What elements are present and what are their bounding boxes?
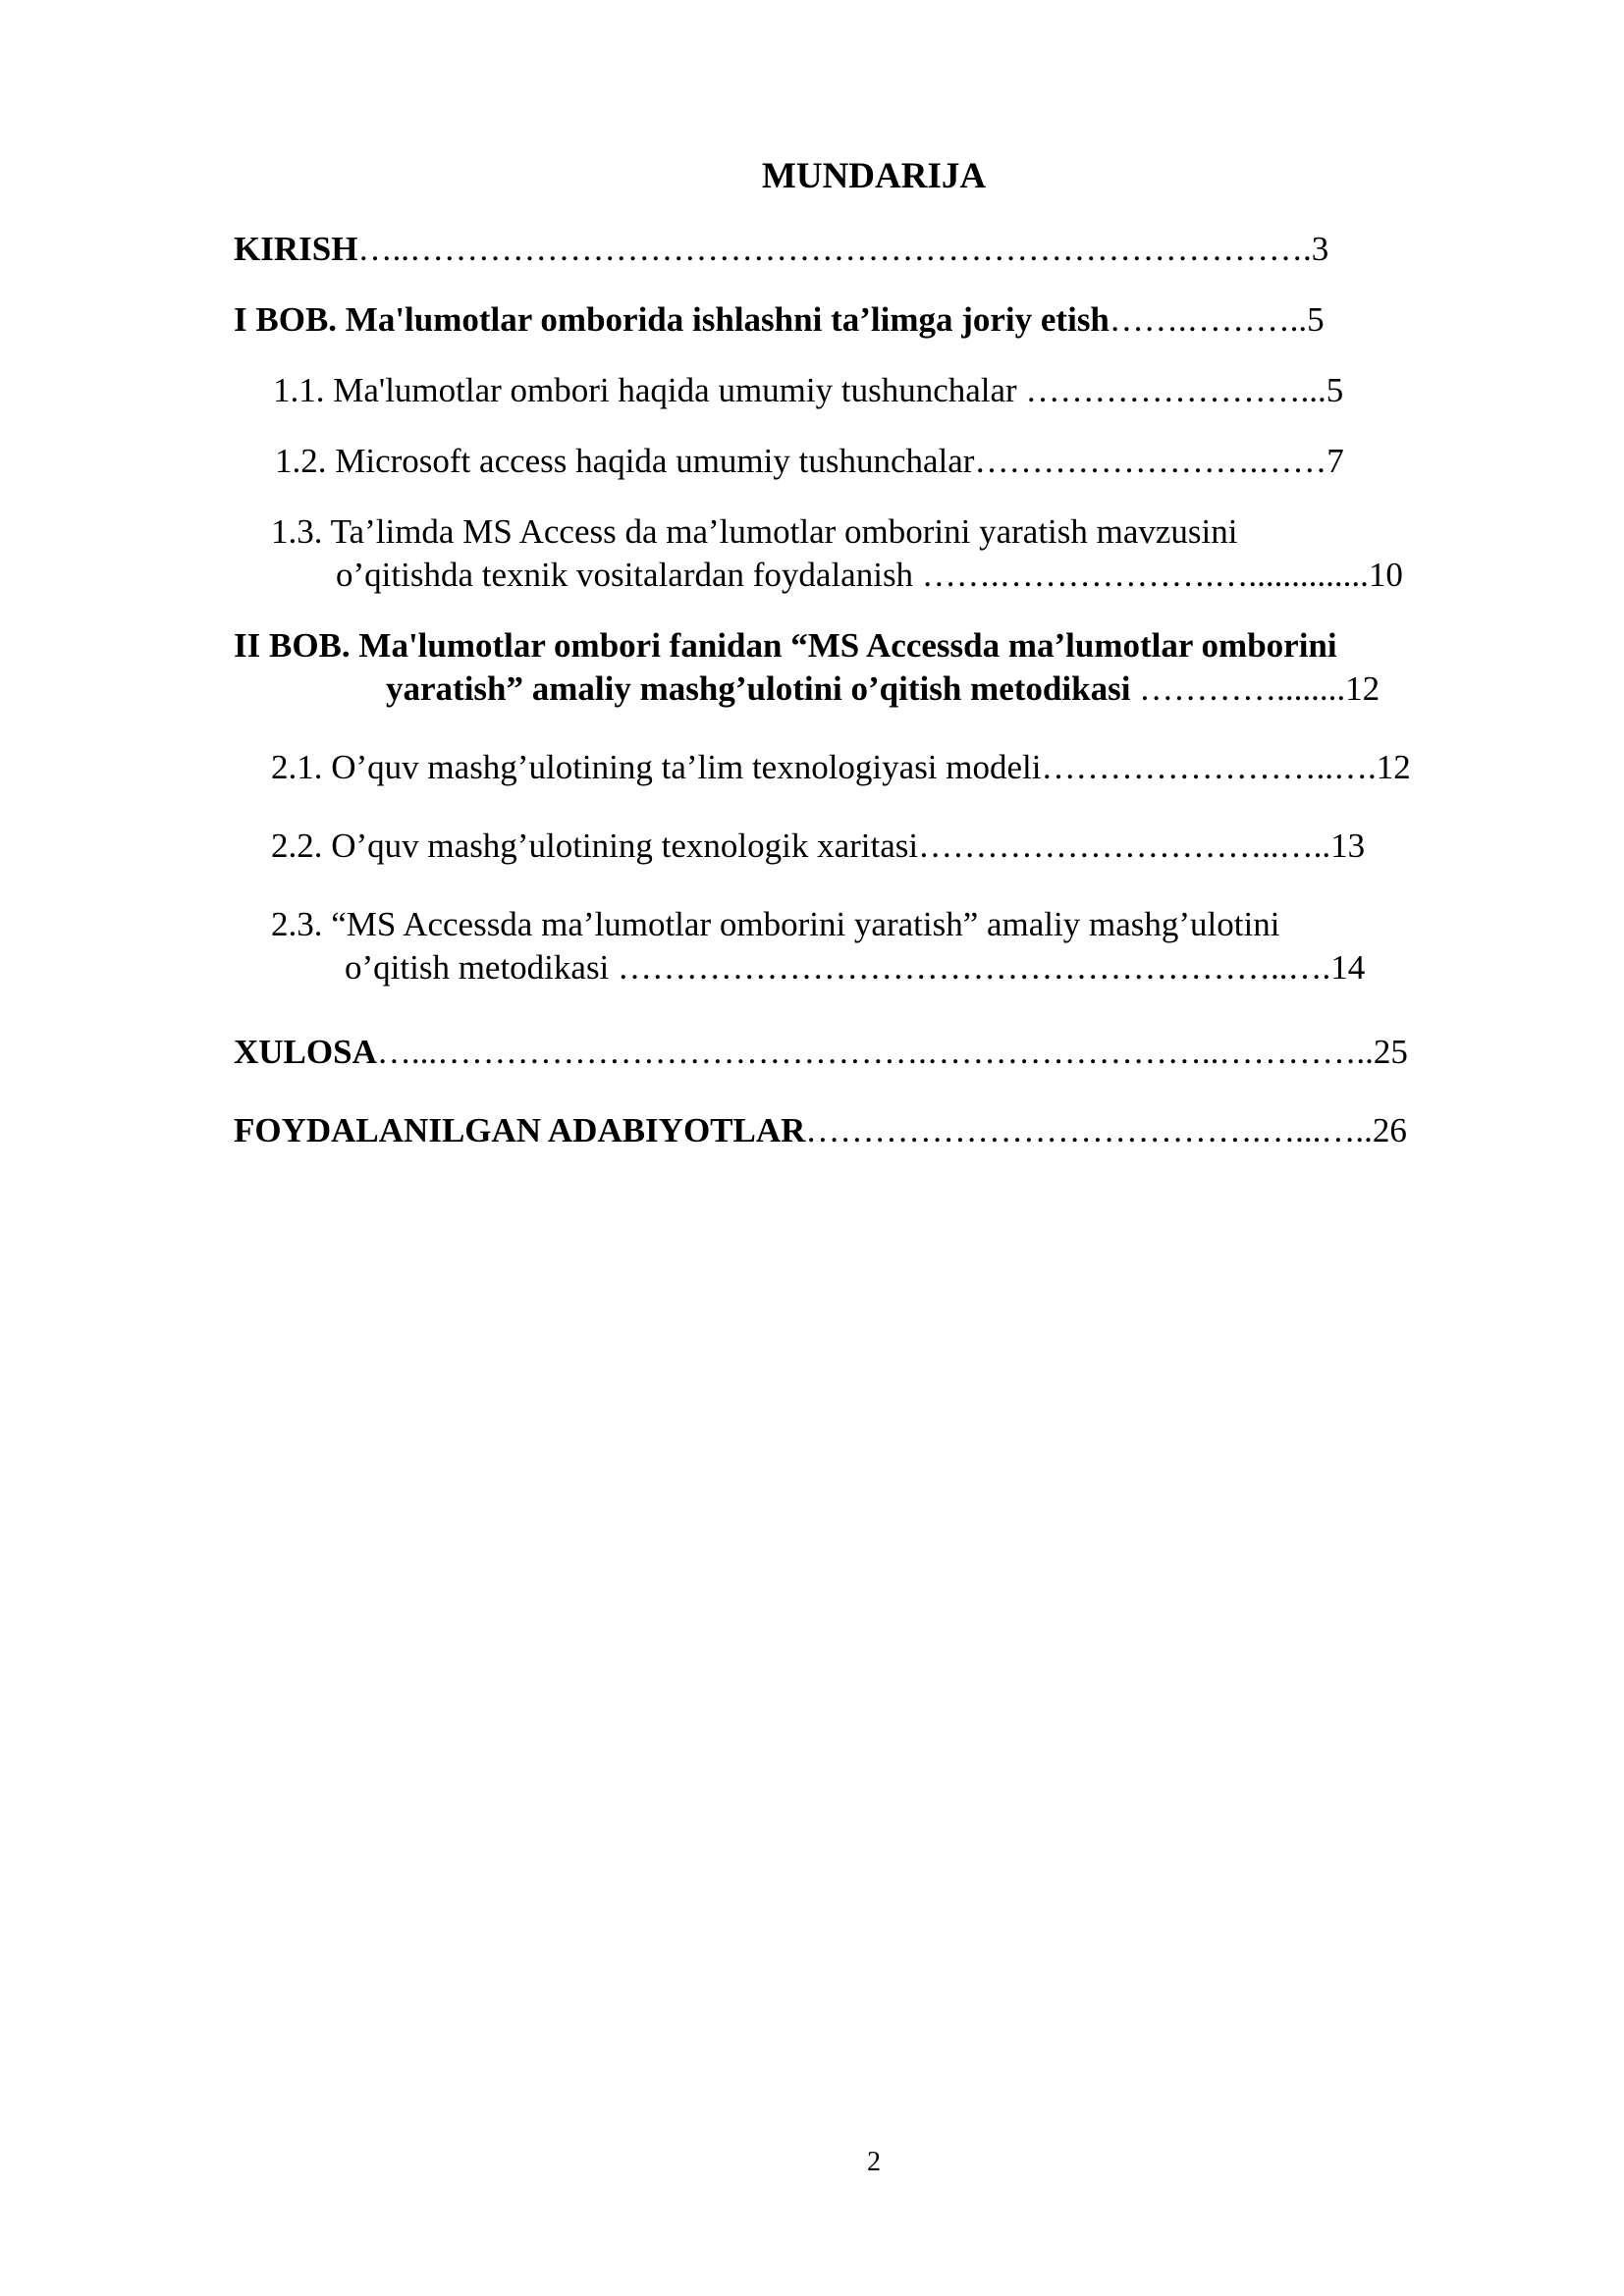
toc-leader-dots: …………………………..…. <box>918 827 1323 865</box>
toc-label-line-1: II BOB. Ma'lumotlar ombori fanidan “MS Accessda ma’lumotlar omborini <box>234 626 1337 665</box>
toc-label-line-2: o’qitish metodikasi <box>345 948 619 987</box>
toc-leader-dots: …………………….. <box>1025 371 1318 409</box>
toc-title: MUNDARIJA <box>761 156 987 196</box>
toc-entry-xulosa <box>234 1031 1510 1074</box>
toc-page-number: .5 <box>1298 300 1325 339</box>
toc-page-number: 12 <box>1345 669 1380 708</box>
toc-leader-dots: ……………………..… <box>1041 748 1368 786</box>
toc-leader-dots: …………........ <box>1139 669 1346 708</box>
toc-leader-dots: …….……………….….............. <box>921 556 1369 594</box>
toc-page-number: 3 <box>1311 230 1329 268</box>
toc-label: XULOSA <box>234 1033 377 1071</box>
table-of-contents <box>234 228 1510 1152</box>
toc-label-line-1: 2.3. “MS Accessda ma’lumotlar omborini yaratish” amaliy mashg’ulotini <box>271 905 1280 943</box>
toc-page-number: .13 <box>1322 827 1366 865</box>
toc-label: 2.2. O’quv mashg’ulotining texnologik xaritasi <box>271 827 919 865</box>
toc-page-number: ..25 <box>1356 1033 1408 1071</box>
toc-entry-chapter-1 <box>234 298 1510 342</box>
toc-page-number: 10 <box>1368 556 1403 594</box>
toc-page-number: 7 <box>1326 442 1344 480</box>
toc-entry-section-1-3 <box>234 510 1510 597</box>
toc-label: I BOB. Ma'lumotlar omborida ishlashni ta’limga joriy etish <box>234 300 1110 339</box>
toc-label: 2.1. O’quv mashg’ulotining ta’lim texnologiyasi modeli <box>271 748 1042 786</box>
toc-entry-section-2-3 <box>234 903 1510 989</box>
toc-entry-section-1-1 <box>234 369 1510 412</box>
toc-label: 1.2. Microsoft access haqida umumiy tushunchalar <box>275 442 975 480</box>
toc-label: KIRISH <box>234 230 358 268</box>
toc-label: 1.1. Ma'lumotlar ombori haqida umumiy tushunchalar <box>273 371 1026 409</box>
toc-leader-dots: …….………. <box>1109 300 1299 339</box>
toc-entry-section-2-2 <box>234 825 1510 868</box>
toc-page-number: .12 <box>1368 748 1411 786</box>
toc-leader-dots: ………………………………….…...… <box>805 1111 1356 1149</box>
toc-label-line-2: yaratish” amaliy mashg’ulotini o’qitish metodikasi <box>386 669 1140 708</box>
toc-page-number: .5 <box>1317 371 1344 409</box>
toc-entry-section-1-2 <box>234 440 1510 483</box>
toc-page-number: .14 <box>1322 948 1366 987</box>
toc-label: FOYDALANILGAN ADABIYOTLAR <box>234 1111 806 1149</box>
toc-entry-kirish <box>234 228 1510 271</box>
toc-leader-dots: …………………….…… <box>974 442 1327 480</box>
toc-leader-dots: …...…………………………………….……………………..………… <box>376 1033 1357 1071</box>
toc-entry-section-2-1 <box>234 746 1510 789</box>
toc-label-line-1: 1.3. Ta’limda MS Access da ma’lumotlar omborini yaratish mavzusini <box>271 512 1238 551</box>
toc-leader-dots: …………………………………………………..… <box>618 948 1323 987</box>
toc-entry-chapter-2 <box>234 624 1510 711</box>
toc-entry-references <box>234 1109 1510 1152</box>
page-number: 2 <box>867 2147 881 2177</box>
toc-leader-dots: …..……………………………………………………………………. <box>357 230 1312 268</box>
toc-page-number: ..26 <box>1355 1111 1407 1149</box>
toc-label-line-2: o’qitishda texnik vositalardan foydalanish <box>336 556 922 594</box>
